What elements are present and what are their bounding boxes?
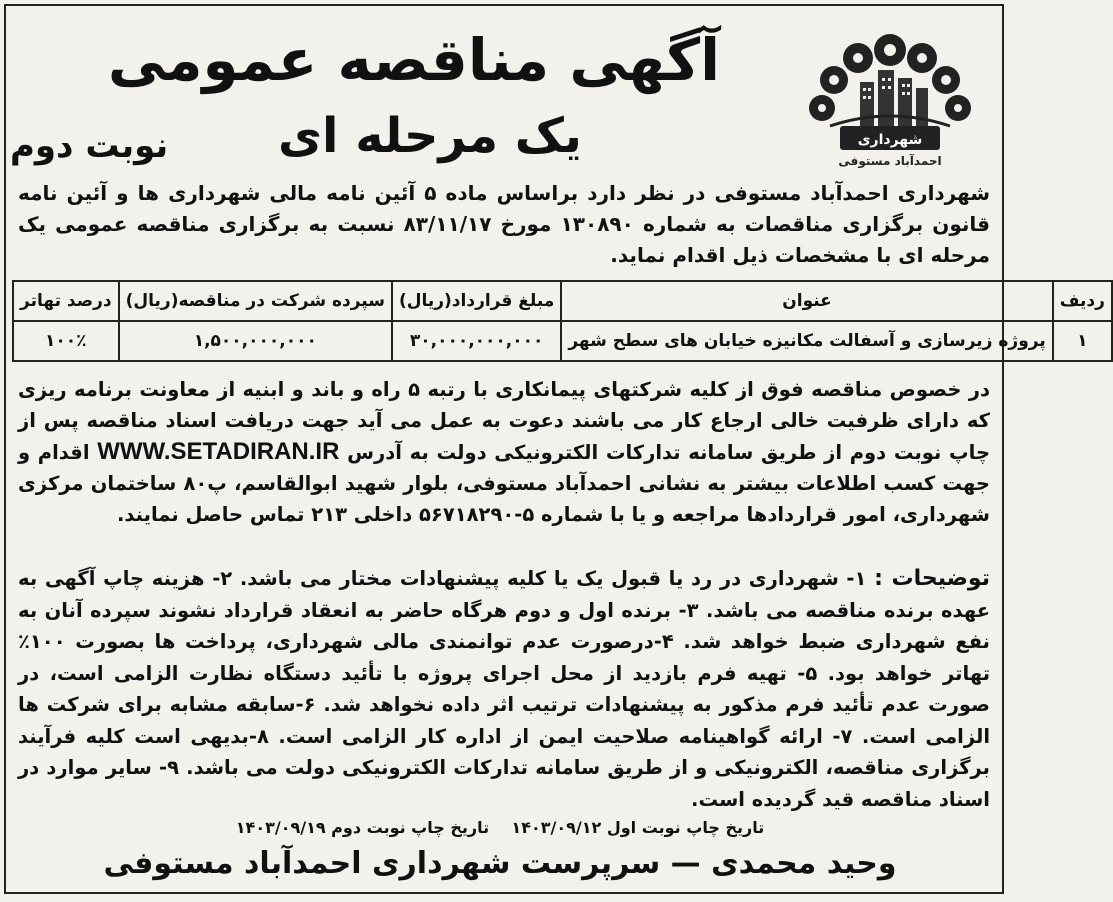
second-print-label: تاریخ چاپ نوبت دوم — [331, 818, 490, 837]
column-header-title: عنوان — [561, 281, 1052, 321]
logo-org-name: شهرداری — [857, 132, 923, 148]
second-print-date: ۱۴۰۳/۰۹/۱۹ — [235, 818, 326, 837]
table-row — [13, 321, 1112, 361]
column-header-offset-percent: درصد تهاتر — [13, 281, 119, 321]
column-header-row-number: ردیف — [1053, 281, 1112, 321]
notes-text: ۱- شهرداری در رد یا قبول یک یا کلیه پیشنهادات مختار می باشد. ۲- هزینه چاپ آگهی به عهده برنده مناقصه می باشد. ۳- برنده اول و دوم هرگاه حاضر به انعقاد قرارداد نشوند سپرده آنان به نفع شهرداری ضبط خواهد شد. ۴-درصورت عدم توانمندی مالی شهرداری، پرداخت ها بصورت ۱۰۰٪ تهاتر خواهد بود. ۵- تهیه فرم بازدید از محل اجرای پروژه با تأئید دستگاه نظارت الزامی است، در صورت عدم تأئید فرم مذکور به پیشنهادات ترتیب اثر داده نخواهد شد. ۶-سابقه مشابه برای شرکت ها الزامی است. ۷- ارائه گواهینامه صلاحیت ایمن از اداره کار الزامی است. ۸-بدیهی است کلیه فرآیند برگزاری مناقصه، الکترونیکی و از طریق سامانه تدارکات الکترونیکی دولت می باشد. ۹- سایر موارد در اسناد مناقصه قید گردیده است. — [18, 567, 991, 811]
invitation-text-part1: در خصوص مناقصه فوق از کلیه شرکتهای پیمانکاری با رتبه ۵ راه و باند و ابنیه از معاونت برنامه ریزی که دارای ظرفیت خالی ارجاع کار می باشند دعوت به عمل می آید جهت دریافت اسناد مناقصه پس از چاپ نوبت دوم از طریق سامانه تدارکات الکترونیکی دولت به آدرس — [18, 378, 991, 464]
table-header-row — [13, 281, 1112, 321]
round-badge: نوبت دوم — [10, 126, 169, 166]
first-print-label: تاریخ چاپ نوبت اول — [606, 818, 765, 837]
notice-subtitle: یک مرحله ای — [278, 108, 582, 164]
column-header-deposit: سپرده شرکت در مناقصه(ریال) — [119, 281, 392, 321]
intro-paragraph: شهرداری احمدآباد مستوفی در نظر دارد براساس ماده ۵ آئین نامه مالی شهرداری ها و آئین نامه قانون برگزاری مناقصات به شماره ۱۳۰۸۹۰ مورخ ۸۳/۱۱/۱۷ نسبت به برگزاری مناقصه عمومی یک مرحله ای با مشخصات ذیل اقدام نماید. — [18, 181, 990, 267]
logo-emblem-icon — [800, 22, 980, 172]
cell-row-number: ۱ — [1053, 321, 1112, 361]
cell-offset-percent: ۱۰۰٪ — [13, 321, 119, 361]
cell-title: پروژه زیرسازی و آسفالت مکانیزه خیابان های سطح شهر — [561, 321, 1052, 361]
first-print-date: ۱۴۰۳/۰۹/۱۲ — [511, 818, 602, 837]
notes-section — [18, 563, 990, 815]
invitation-paragraph — [18, 374, 990, 530]
municipality-logo — [800, 22, 980, 172]
notice-title: آگهی مناقصه عمومی — [107, 26, 720, 94]
signature: وحید محمدی — سرپرست شهرداری احمدآباد مستوفی — [103, 846, 897, 881]
cell-deposit: ۱,۵۰۰,۰۰۰,۰۰۰ — [119, 321, 392, 361]
logo-city-name: احمدآباد مستوفی — [838, 154, 942, 168]
print-dates — [60, 818, 940, 837]
notes-label: توضیحات : — [874, 566, 990, 591]
website-link[interactable]: WWW.SETADIRAN.IR — [97, 438, 340, 465]
tender-table — [12, 280, 1113, 362]
invitation-text-part2: اقدام و جهت کسب اطلاعات بیشتر به نشانی احمدآباد مستوفی، بلوار شهید ابوالقاسم، پ۸۰ ساختمان مرکزی شهرداری، امور قراردادها مراجعه و یا با شماره ۵-۵۶۷۱۸۲۹۰ داخلی ۲۱۳ تماس حاصل نمایند. — [18, 441, 990, 526]
column-header-contract-amount: مبلغ قرارداد(ریال) — [392, 281, 561, 321]
cell-contract-amount: ۳۰,۰۰۰,۰۰۰,۰۰۰ — [392, 321, 561, 361]
